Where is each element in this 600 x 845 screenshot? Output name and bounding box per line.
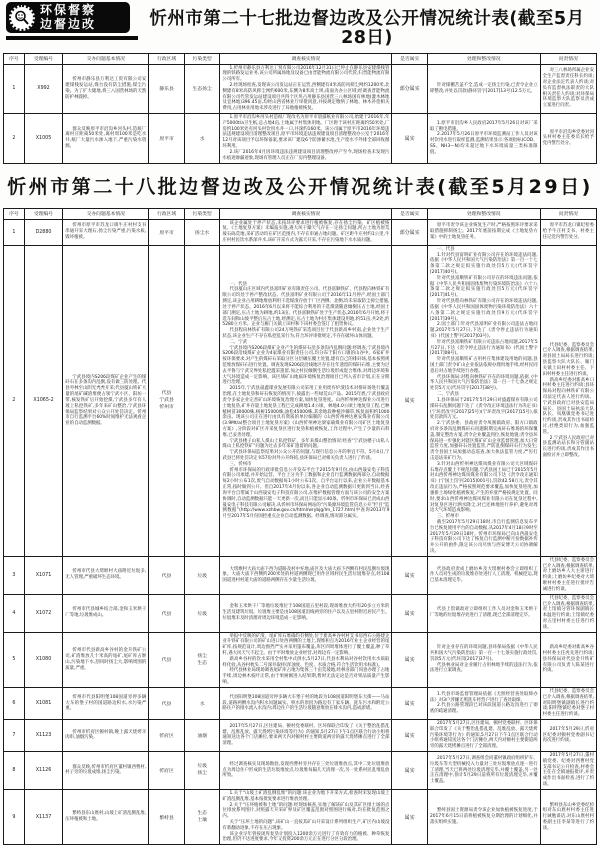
cell-issue: 忻州市代县新高乡谷村的金升铁矿公司,矿渣堆放几十米高的尾矿,尾矿库占堠山,污染地下水,刮风时扬尘大,影响周围的质量,严重。 (63, 632, 149, 687)
column-header-region: 行政区域 (149, 53, 185, 64)
cell-no: 1 (4, 219, 25, 245)
cell-issue: 忻州市原平市苏龙口镇牛庄村村支书串通开采大理石,扬尘污染严重,污染水质,毁坏植被。 (63, 219, 149, 245)
cell-issue: 忻州市忻府区顿村镇,晚上露天烧烤羊肉串,油烟污染。 (63, 719, 149, 751)
table-row (4, 114, 597, 164)
column-header-no: 序号 (4, 53, 25, 64)
cell-investigation: 1.忻州市静乐县万利达工贸有限公司2016年12月31日已停止在静乐县安建煤栈管理的铁路发运业务,该公司所属场地及设备已由晋能物流有限公司代管,归晋能物流有限公司所有。 2.经现场检查,发现该公司发运站正在运营,西侧建有4米高防风抑尘网约1200米,北侧建有8米高防风抑尘网约600米,东侧为8米高土坝,南面为办公区域;经调查晋能物流有限公司代管发运站建设项目共四个区块占用静乐县国营三八林场国有林地(灌木林地及宜林地)396.45亩,均经山西省林业厅审批同意,并按规定缴纳了林地、林木补偿相关费用,占用林业用地未涉及进行了异地植被恢复。 (220, 64, 392, 114)
cell-no: 3 (4, 556, 25, 594)
table-row (4, 687, 597, 719)
cell-action: 1.代县市场监督管理局依据《无照经营查处取缔办法》对3户涉嫌无照洗车经营户进行了查处取缔。 2.代县公路管理段已对该段国道公路边沟进行了彻底的疏通清理。 (427, 687, 540, 719)
column-header-verified: 是否属实 (392, 208, 428, 219)
cell-code: D2880 (24, 219, 63, 245)
column-header-accountability: 问责情况 (540, 208, 596, 219)
cell-code: X1123 (24, 719, 63, 751)
cell-investigation: 该企业属处于停产状态,未按环评要求进行植被恢复,存在扬尘污染、矿区植被恢复、《土地复垦方案》未编报实施,遇大风干燥天气存在一定扬尘问题,所占土地为原荒坡石砾荒地,采矿活动均在矿区范围内,不存在串通占地问题。矿区距牛庄村约1公里,牛庄村村民饮水系深井水,该矿开采方式为露天开采,不存在污染地下水水质问题。 (220, 219, 392, 245)
cell-type: 油烟 (184, 719, 220, 751)
column-header-no: 序号 (4, 208, 25, 219)
cell-type: 垃圾 (184, 594, 220, 632)
cell-no: 6 (4, 687, 25, 719)
table1-title: 忻州市第二十七批边督边改及公开情况统计表(截至5月28日) (138, 2, 596, 49)
cell-code: X1065-2 (24, 245, 63, 556)
cell-accountability: 2017年5月29日,忻府区纪委对顿村党委副书记再次进行约谈。 (540, 719, 596, 751)
table2-title: 忻州市第二十八批边督边改及公开情况统计表(截至5月29日) (0, 164, 600, 204)
column-header-type: 污染类型 (184, 53, 220, 64)
cell-verified: 属实 (392, 594, 428, 632)
cell-no: 7 (4, 719, 25, 751)
table-row (4, 752, 597, 790)
cell-investigation: 代县阳明堡108国道旁停多辆大车堡子村的地段为108国道阳明堡东大街——马站段,道路两侧水沟内积水问题属实。积水的原因为路边有丁家车辆、洗车污水和附近公路住户的排水流入水沟内;周边住户的生活垃圾随意堆放在排水沟内,造成淤堵。 (220, 687, 392, 719)
column-header-region: 行政区域 (149, 208, 185, 219)
cell-verified: 属实 (392, 687, 428, 719)
cell-region: 忻府区 (149, 752, 185, 790)
cell-action: 一、代县 1.针对代县富明矿业有限公司存在的环境违法问题,依据《中华人民共和国大气污染防治法》第一百一十七条第二款之规定拟实施行政处罚5万元(代环罚字[2017]40号)。 针对代县富顺铁矿有限公司存在的环境违法问题,依据《中华人民共和国固体废物污染环境防治法》六十八条第二款之规定拟实施行政处罚5万元(代环罚字[2017]41号)。 针对代县程向林铁矿有限公司存在的环境违法问题,依据《中华人民共和国固体废物污染环境防治法》六十八条第二款之规定实施行政处罚9万元(代环罚字[2017]39号)。 2.国土部门:针对代县富明矿业有限公司违法占地问题,2017年5月27日,下达了《责令停止违法行为通知书》(代国土警字[2017]03号)。 针对代县富顺铁矿有限公司违法占地问题,2017年5月27日,下达《责令停止违法行为通知书》(代国土警字[2017]08号)。 针对代县富顺铁矿占用村庄集体建设用地的问题,县国土部门责令矿山企业依法依规办理用地手续,经村民同意后对占地手续进行办理。 代县环保局:对程向林铁矿存在的环境问题,依据《中华人民共和国大气污染防治法》第一百一十七条之规定处罚5万元(代环罚字[2017]38号)。 二、宁武县 1.县环保局于2017年5月29日对盛鑫煤业有限公司煤矸石乱倒问题下达了《责令改正环境违法行为决定书》(宁环责改字[2017]25号)(宁环责改字[2017]15号),拟处罚款四万元。 2.宁武县委、县政府责令凤凰镇政府、阳方口镇政府对多条沟乱倒煤矸石问题限期完成矸石堆场的环保覆盖,制定整治方案,责令企业覆盖到位,恢复地貌;责令县环保局进一步强化对辖区煤矿矿山企业监督管理,加大日常监管力度,加强矸石处置监管,严防乱倒煤矸石行为发生;责令县国土局加强动态巡查,加大执法监管力度,严厉打击违法采矿行为。 3.针对山西忻州神达煤凤煤业有限公司大区域煤矸石堆存点覆土不规范问题,宁武县国土局已于2015年5月对山西忻州神达煤凤煤业有限公司下达《责令改正通知书》(宁国土罚字[2015]001号),罚款42.58万元,责令其改正违法行为,严格按照规范要求覆盖,加快复垦进度,加强排土场绿化植被恢复,产生的弃渣严格按规定处置。同时,要求山西忻州神达煤凤煤业有限公司在复垦过程中,对复垦区进行洒水降尘,对已还林地进行养护,避免对周边大气环境造成影响。 三、忻州市 截至2017年5月29日18时,市自行监测信息发布平台已恢复使用平台的自动数据,从2017年4月18日9时至2017年5月29日18时。忻州市环保局已向山西晟安电子科技有限公司下达了恢复自行监测中断月份数据补传并公开的函件,限定该公司尽快与西安博天公司协调解决。 (427, 245, 540, 556)
cell-no: 2 (4, 245, 25, 556)
cell-region: 静乐县 (149, 64, 185, 114)
magnifier-cartoon-icon (9, 5, 35, 31)
table-row (4, 632, 597, 687)
cell-type: 垃圾 (184, 556, 220, 594)
cell-action: 2017年5月27日,区住建局、顿村党委联村、区环保联合印发了《关于整治乱搭乱建、乱堆乱放、露天烧烤污染环境等行为》的通知,5月27日下午1点区联合行动小组将通知送达各个门店摊位,两天内对顿村主要街道两旁的露天烧烤摊点进行了全部清理。 (427, 719, 540, 751)
cell-action: 2017年5月27日,调查组会同董村镇政府组织铲车、垃圾车等大型机械投入力量对三处垃圾堆放点逐一进行了清理,当天已将两处垃圾清理完毕,并覆土覆盖,另一处正在清理中,预计5月29日前将所有垃圾清理完毕,并覆土覆盖。 (427, 752, 540, 790)
cell-region: 代县 宁武县 忻州市 (149, 245, 185, 556)
cell-issue: 群众反映,忻州市忻府区董村镇西曹村,村子旁的垃圾成堆,扬尘污染。 (63, 752, 149, 790)
table-row (4, 594, 597, 632)
table-row (4, 719, 597, 751)
cell-action: 针对企业存在的环境问题,县环保局依据《中华人民共和国大气污染防治法》第一百一十七条实施行政处罚,罚款5万元(代环罚[2017]37号)。 代县林业局对企业履行占用林地手续的违法行为,依法进行立案调查。 (427, 632, 540, 687)
cell-code: X1126 (24, 752, 63, 790)
page-header (0, 0, 600, 49)
table-row (4, 556, 597, 594)
cell-region: 原平市 (149, 114, 185, 164)
column-header-type: 污染类型 (184, 208, 220, 219)
column-header-issue: 交办问题基本情况 (63, 53, 149, 64)
cell-investigation: 2017年5月27日,区住建局、顿村党委联村、区环保联合印发了《关于整治乱搭乱建、乱堆乱放、露天烧烤污染环境等行为》的通知,5月27日下午1点区联合行动小组将通知送达各个门店摊位,要求两天内对顿村村主要街道两旁的露天烧烤摊点进行了全部清理。 (220, 719, 392, 751)
cell-accountability: 代县纪委、监察委员会已介入调查,根据调查结果,对上馆镇分管环保副镇长本温进行约谈;上馆镇纪委对五里村村委主任进行约谈。 (540, 594, 596, 632)
cell-type: 扬尘水 (184, 219, 220, 245)
column-header-verified: 是否属实 (392, 53, 428, 64)
cell-no: 4 (4, 594, 25, 632)
cell-verified: 属实 (392, 789, 428, 844)
table1-body (4, 64, 597, 163)
column-header-action: 处理和整改情况 (427, 53, 540, 64)
supervision-stamp-logo (6, 2, 130, 33)
cell-investigation: 金和玉米烘干厂等地垃圾堆位于108国道五里村段,现场堆放大约有20多立方米的生活及建筑垃圾。垃圾堆主要是由108国道沿线两旁的住户以及五里村附近居民产生。垃圾堆未及时清理对周边环境造成一定影响。 (220, 594, 392, 632)
cell-verified: 属实 (392, 556, 428, 594)
cell-code: X1071 (24, 556, 63, 594)
cell-region: 原平市 (149, 219, 185, 245)
cell-investigation: 一、代县 代县厦山庄区域内代县富明矿业有限责任公司、代县富顺铁矿、代县程向林铁矿有限公司均处于停产整改状态。代县富明矿业有限公司于2016年11月停产,经国土部门测定,该企业占用耕地堆放利用干选煤渣存放于厂区西侧、北侧,均未采取防尘抑尘措施,处于停产状态。2016年6月以来将不能综合利用的干选煤渣随意倾倒压占土地,经国土部门测定,压占土地为耕地,约13亩。代县富顺铁矿处于生产状态,2016年6月开始,将干选车间和山坡平整后压占土地,经测定,压占土地为村庄集体建设用地,约51亩,共2处,约5280立方米。企业与雁门关镇上田村和下田村委会签订了租赁协议。 代县程向林铁矿有限公司24万吨铁矿采选项目位于代县新高乡村南,企业处于生产状态,该企业生产不存在私挖乱采行为,符合环评审批规定,不存在破坏山体问题。 二、宁武 宁武县境内S206段煤矿企业产生的煤矸石沿多条沟内乱倒问题:经调查,宁武县境内S206段沿线煤矿企业为4家煤业有限责任公司,均分布于阳方口镇的山谷中。6家矿井按环保要求,对产生的煤矸石采取分区分层碾压覆土处置,建有自己的排矸场,基本按照规范堆放煤矸石进行处置。调查发现S206段沿线地区存在往年遗留的煤矸石堆,主要为过去平鲁与宁武交界处私挖滥采遗留,加之村民倾倒生活垃圾形成混合堆体,对周边环境和大气环境造成一定影响。该区域矿山地质环境恢复治理项目已列入省市计划,正在分期进行治理。 2015年,宁武县晟鑫煤业发展有限公司采用工业用废弃炉渣技术对排矸场进行覆盖治理,在土地复垦和矸石恢复的情况下,披露出一些绿荒山产品。2015年底,宁武县政府责令多家企业完善矿山环境恢复治理方案,加快复垦进度。山西忻州神达煤业公司进行土地复垦,矿井存量土地复垦工程已完成耕地1.4公顷、林地4.0公顷土地复垦工程,已种植树苗30000株,杨树15000株,油松45000株,其余地段种植沙棘草,恢复面积约1000余亩。现该公司正在进行由具有资质的单位编制的《山西忻州神达惠安煤业有限公司(3.9Mt/a)整合项目土地复垦方案》《山西忻州神达梁家碛煤业有限公司矿区土地复垦方案》,分阶段对矿区开采复垦区进行复垦和植被恢复,工作过程中,产生了少量的石料堆,已妥善处理。 宁武县楼子山私人煤山上私挖铁矿、多年来煤山整治情况:经查“宁武县楼子山私人煤山上私挖铁矿”问题为过去多年采矿遗留的问题。 宁武县环保局监察结果对公众公开的问题,与现行信息公开的事宜不符。5月4日,宁武县已将处罚决定书57份对外公开终结,县环保局已对相关负责人进行了约谈。 三、忻州市 忻州市环保局的行政审批信息公开发布平台于2015年9月份,由山西晟安电子科技有限公司承建,并开始运营。平台上分为手工数据和企业自行监测数据两部分,自动数据每2小时公布1次,废气自动数据每1小时公布1次。自平台运行以来,企业公开数据基本正常,按时做到公开。但自2017年4月份以来,各企业自动监测数据只更新到当日,经查询平台自带属于山西晟安电子科技有限公司,在维护数据管理方面与该公司的安全方案协调时,自动监测数据只能一天更新一次,而且只能显示40条。忻州市环保局已责成山西晟安电子科技有限公司解决,从忻州市环保局网站的“污染源环境监管信息公开”栏目“监测数据”(http://www.xzhbw.gov.cn/html/wrybjg/lm_1727.htm)中查询2013年9月至2017年5月份国控重点企业自动监测数据。经调查,情况部分属实。 (220, 245, 392, 556)
cell-verified: 部分属实 (392, 219, 428, 245)
logo-text (40, 4, 96, 32)
cell-code: X1137 (24, 789, 63, 844)
cell-accountability: 代县纪委、监察委员会已介入调查,根据调查结果,对县国土局局长进行约谈;县监察大队大队长、雁门关镇上田村村委主任、下田村村委主任进行约谈。 新高乡纪委对新高乡口村村委主任进行约谈;县环保局对程向林铁矿有限公司法定代表人进行约谈。宁武县政府已对县安监局局长、县国土局执法大队队长、凤凰镇党委书记进行约谈,责成其作出书面检讨,杜绝类似行为,加强监管。 2.宁武县人民政府已对县监测站站长和分管副站长进行约谈,责成其作出书面检讨并立即整改。 (540, 245, 596, 556)
cell-investigation: 1.原平市沿沟乡河头村造纸厂现改名为原平市晨露纸业有限公司,始建于2016年,年产5000t/a卫生纸,总占地4亩,土地属于村集体用地。厂区距于该村庄距离约50米处,厂房约100米处有河头村饮用水井一口,井深约160米。该公司属于原平市2016年环境违法违规建设项目清理整改项目,原平市环境违法违规建设项目清理整改办公室于2016年12月对该项目予以环保备案,要求该厂建设6个防渗蓄水池,生产废水不外排全部回收循环利用。 2.该厂2016年4月因环境违法违规建设项目清理整改停产至今,现场检查未发现污水痕迹渗漏迹象,现场有管理人员正在厂房内整理设备。 (220, 114, 392, 164)
cell-issue: 繁峙县东山底村,山坡上矿渣乱倒乱堆,压坏植被和土地。 (63, 789, 149, 844)
cell-no: 1 (4, 64, 25, 114)
cell-code: X1080 (24, 632, 63, 687)
table-row (4, 64, 597, 114)
cell-type: 水 (184, 114, 220, 164)
cell-region: 代县 (149, 632, 185, 687)
logo-line1: 环保督察 (40, 3, 96, 17)
logo-block (6, 2, 138, 40)
cell-verified: 属实 (392, 719, 428, 751)
cell-action: 原平市责令该企业恢复生产时,严格按照环评要求采取措施抑制扬尘。2017年底前按期完成《土地复垦方案》中的土地复垦任务。 (427, 219, 540, 245)
column-header-issue: 交办问题基本情况 (63, 208, 149, 219)
cell-region: 代县 (149, 687, 185, 719)
cell-no: 5 (4, 632, 25, 687)
column-header-action: 处理和整改情况 (427, 208, 540, 219)
cell-action: 1.原平市沿沟乡人民政府2017年5月26日对该厂采取了断电措施。 2.2017年5月26日原平市环境监测站工作人员对该村饮用水进行取样监测,监测结果显示:各项指标(COD、SS、NH3—N)均未超过地下水环境质量三类标准限值。 (427, 114, 540, 164)
column-header-accountability: 问责情况 (540, 53, 596, 64)
cell-type: 生态 土壤 (184, 789, 220, 844)
cell-type (184, 245, 220, 556)
cell-accountability: 新高乡纪委对新高乡谷村村委主任虎先进行约谈;县环保局对代县金升铁矿有限公司负责人陈某进行约谈。 (540, 632, 596, 687)
cell-code: X992 (24, 64, 63, 114)
cell-accountability: 对三八林场所属企业安全生产监督责任科长约谈;对企业法定代表人约谈;对负有监督执法职责的大队相关责任人约谈;对环保局环境监察大队监察员责成立案进行问责。 (540, 64, 596, 114)
cell-action: 代县政府责成上磨坊乡及大塄堠村委会立即组织工作人员对生成的垃圾堆存处进行人工清理、机械挖运,现已基本清理完毕。 (427, 556, 540, 594)
cell-issue: 忻州市代县城乡结合部,金和玉米烘干厂等地,垃圾堆成山。 (63, 594, 149, 632)
cell-accountability: 原平市沿沟乡党委对河头村村委主任委员长给予党内警告处分。 (540, 114, 596, 164)
cell-investigation: 举报中反映的矿渣、尾矿库石堆确均有侧处,位于新高乡谷村村支书房西石公路建企业升铁矿有限公司的矿山进口处西两侧的土地上,现堆积点为2016年业主企业经营的尾矿库,按规范设计,周边围挡严实并采用篷布覆盖,库区四周堆体进行了覆土覆盖,种了草籽,遇大风天气不起尘。由于平时堆放企业经营,对周边有一定影响。 新高乡谷村的饮水采用全村集中式供水,5月27日,代县水利局对谷村饮用水水质取样化验,从谷村枕头二号深井取样(浑浊度、色度、水质合格,符合生活饮用水标准)。 经代县林业局现场调查尾矿库占地为集体三十亩荒坡地,经林业部门同意办理了占地手续,周边林木枝叶正常,由于果树刚进入结果期,暂时无法定论是否对果品质量产生影响。 (220, 632, 392, 687)
cell-issue: 群众反映原平市沿沟乡河头村,造纸厂离村庄距离50米处,离村周100米是吃水井,纸厂大量污水渗入地下,严重污染水资源。 (63, 114, 149, 164)
cell-accountability: 2017年5月27日,董村镇党委、纪委对西曹村党支部书记公开检查,村委会主任在全镇通报批评,并责成作出书面检查,进行了约谈。 (540, 752, 596, 790)
cell-verified: 属实 (392, 114, 428, 164)
cell-type: 扬尘 生态 (184, 632, 220, 687)
cell-code: X1072 (24, 594, 63, 632)
cell-accountability: 代县纪委、监察委员会已介入调查,根据调查结果,对上磨坊乡人大主席进行约谈;上磨坊乡纪委对大塄堠村村委主任进行批评告诫进行约谈。 (540, 556, 596, 594)
column-header-investigation: 调查核实情况 (220, 208, 392, 219)
cell-verified: 部分属实 (392, 64, 428, 114)
cell-action: 针对煤棚苫盖不全,造成一定扬尘污染,已责令企业立即整改,并处以罚款(静环罚字[2017]13号)12.5万元。 (427, 64, 540, 114)
table2-body (4, 219, 597, 845)
table2-header-row (4, 208, 597, 219)
table2-statistics (3, 208, 597, 845)
cell-type: 垃圾 扬尘 (184, 752, 220, 790)
cell-action: 代县上馆镇政府立即组织工作人员对金和玉米烘干厂等地的垃圾堆存处进行了清理,现已全部清理完毕。 (427, 594, 540, 632)
column-header-code: 受理编号 (24, 53, 63, 64)
cell-no: 8 (4, 752, 25, 790)
table1-statistics (3, 53, 597, 164)
cell-region: 代县 (149, 556, 185, 594)
table-row (4, 219, 597, 245)
cell-type: 水 (184, 687, 220, 719)
table-row (4, 245, 597, 556)
cell-region: 忻府区 (149, 719, 185, 751)
table1-header-row (4, 53, 597, 64)
cell-issue: 忻州市代县大塄堠村大庙附近垃圾多,无人管理,严重破坏生态环境。 (63, 556, 149, 594)
cell-investigation: 大塄堠村大庙大庙下西为道路及村中弃地,庙区及大庙大庙下西侧有村民乱倒垃圾现象。大庙大庙下西侧约200米处的村道两侧现已用作区域村民生活垃圾堆存点,经108国道进村村道大庙的道路两侧存在少量生活垃圾。 (220, 556, 392, 594)
cell-investigation: 经过调查核实及现场勘验,发现西曹村旁共存在三处垃圾堆放点,其中二处垃圾堆放点为周边住户形成的生活垃圾堆放点,垃圾堆每隔几天清理一次,另一处系村民乱堆乱放所致。 (220, 752, 392, 790)
cell-code: X1005 (24, 114, 63, 164)
cell-no: 2 (4, 114, 25, 164)
cell-type: 生态扬尘 (184, 64, 220, 114)
cell-region: 繁峙县 (149, 789, 185, 844)
cell-issue: 忻州市静乐县万利达工贸有限公司安建煤栈发运站,煤台没有防尘措施,煤尘污染。为了扩大储地,将三八国营林场的天然防护林毁掉。 (63, 64, 149, 114)
cell-verified: 属实 (392, 632, 428, 687)
logo-line2: 边督边改 (40, 17, 96, 31)
cell-accountability: 原平市苏龙口镇纪检委给予牛庄村支书、村委主任记党内警告处分。 (540, 219, 596, 245)
cell-no: 9 (4, 789, 25, 844)
column-header-investigation: 调查核实情况 (220, 53, 392, 64)
cell-issue: 忻州市代县阳明堡108国道旁停多辆大车的堡子村的国道路边积水,水污染严重。 (63, 687, 149, 719)
column-header-code: 受理编号 (24, 208, 63, 219)
cell-issue: 宁武县境内S206段煤矿企业产生的煤矸石在多条沟内乱倒,没有做三防处理。代县枣林至山阴光秃秃开采;代县厦山铁矿大量的尾矿碱渣堆便占领宁武小区、阳坊一带,核发铁矿后开始挖煤,宁武县多年有人坡上私挖铁矿,多年来矿山整治,宁武县环保局监察结果对公众公开处罚决定。忻州市自行监测平台60%时间维护无法观看企业的自动监测数据。 (63, 245, 149, 556)
cell-accountability: 代县纪委、监察委员会已介入调查,根据调查结果,对阳明堡镇副镇长进行约谈;阳明堡镇纪委对堡子村村委主任进行约谈。 (540, 687, 596, 719)
cell-action: 繁峙县国土资源局责令该企业加快植被恢复进度,于2017年6月15日前将植被恢复分期治理的计划细化,并落实组织实施。 (427, 789, 540, 844)
cell-verified: 属实 (392, 245, 428, 556)
logo-underline-bar (6, 36, 138, 40)
table-row (4, 789, 597, 844)
cell-investigation: 1.关于“山坡上矿渣乱倒乱堆”的问题:该企业为地下开采方式,检查时未发现山坡上矿渣乱倒乱堆,基本按批复要求进行堆放处理。 2.关于“压坏植被和土地”的问题:经现场核查,实地了解该矿山及其矿区排土场的点位排放系列图片,对照露天开采矿界及矿区覆盖范围对照图进行核对,均在批复范围之内。 关于“压坏土地的问题”,该矿山一直按其矿山开采设计系列组织生产,矿区内山坡没有新翻动迹象,不存在压占现象。 该企业早年曾按闭库复垦计划投入1200余万元进行了有效有力的植被、种草恢复治理,但仍不达进度要求,今年又投资200余万元正在进行分区分段治理。 (220, 789, 392, 844)
cell-accountability: 繁峙县东山乡党委纪检组对东山底村村委主任进行诫勉谈话,对东山底村村委副主任李某等进行了约谈。 (540, 789, 596, 844)
cell-region: 代县 (149, 594, 185, 632)
cell-verified: 属实 (392, 752, 428, 790)
cell-code: X1081 (24, 687, 63, 719)
